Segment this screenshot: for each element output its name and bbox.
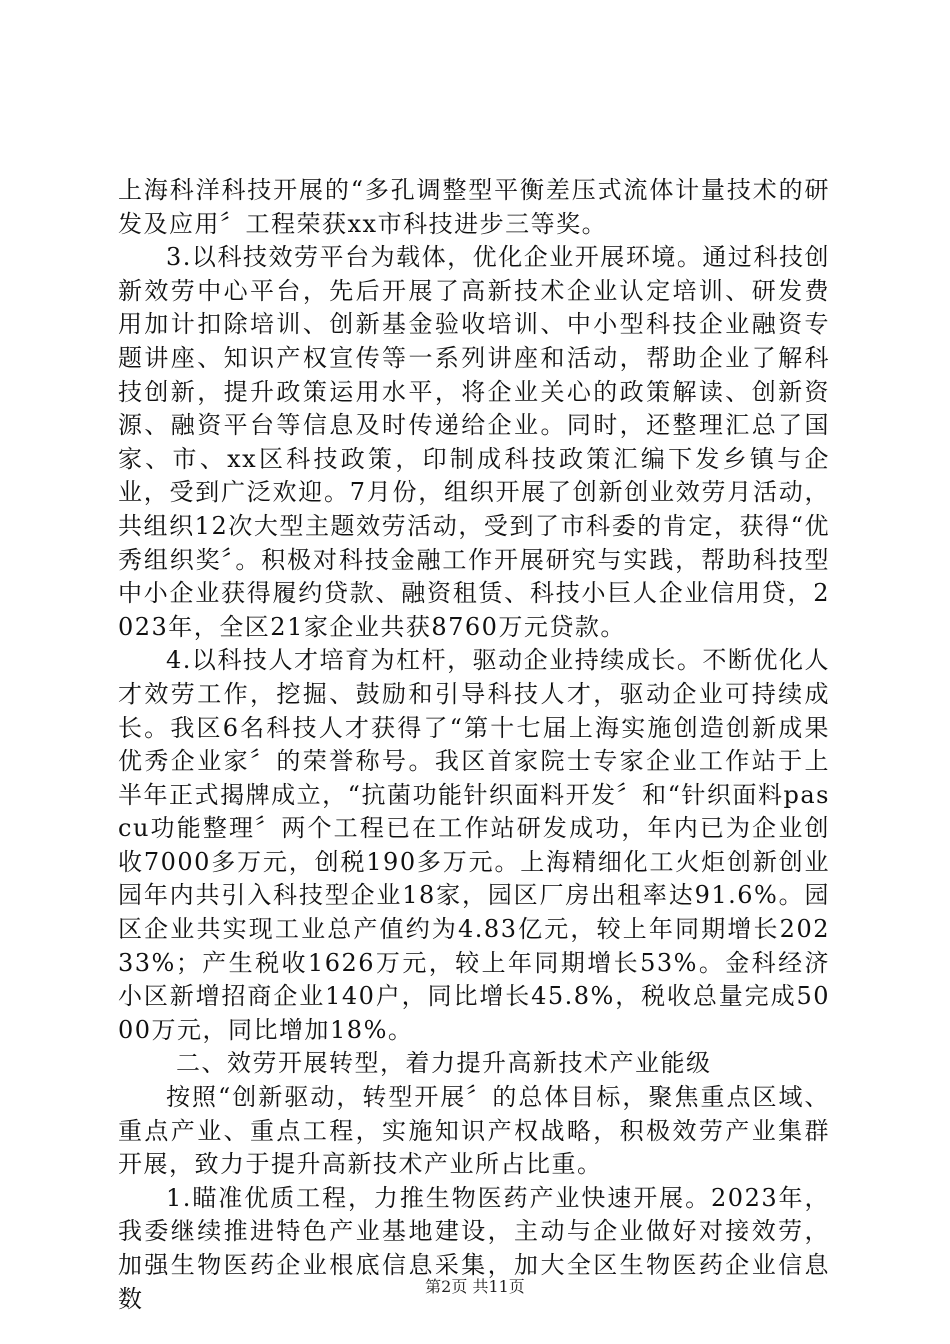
page-number-footer: 第2页 共11页 <box>425 1277 525 1296</box>
paragraph-item-3: 3.以科技效劳平台为载体，优化企业开展环境。通过科技创新效劳中心平台，先后开展了高新技术企业认定培训、研发费用加计扣除培训、创新基金验收培训、中小型科技企业融资专题讲座、知识产权宣传等一系列讲座和活动，帮助企业了解科技创新，提升政策运用水平，将企业关心的政策解读、创新资源、融资平台等信息及时传递给企业。同时，还整理汇总了国家、市、xx区科技政策，印制成科技政策汇编下发乡镇与企业，受到广泛欢迎。7月份，组织开展了创新创业效劳月活动，共组织12次大型主题效劳活动，受到了市科委的肯定，获得“优秀组织奖〞。积极对科技金融工作开展研究与实践，帮助科技型中小企业获得履约贷款、融资租赁、科技小巨人企业信用贷，2023年，全区21家企业共获8760万元贷款。 <box>118 243 830 641</box>
paragraph-item-1: 1.瞄准优质工程，力推生物医药产业快速开展。2023年，我委继续推进特色产业基地建设，主动与企业做好对接效劳，加强生物医药企业根底信息采集，加大全区生物医药企业信息数 <box>118 1183 830 1313</box>
section-heading: 二、效劳开展转型，着力提升高新技术产业能级 <box>176 1049 712 1078</box>
paragraph-item-4: 4.以科技人才培育为杠杆，驱动企业持续成长。不断优化人才效劳工作，挖掘、鼓励和引导科技人才，驱动企业可持续成长。我区6名科技人才获得了“第十七届上海实施创造创新成果优秀企业家〞的荣誉称号。我区首家院士专家企业工作站于上半年正式揭牌成立，“抗菌功能针织面料开发〞和“针织面料pascu功能整理〞两个工程已在工作站研发成功，年内已为企业创收7000多万元，创税190多万元。上海精细化工火炬创新创业园年内共引入科技型企业18家，园区厂房出租率达91.6%。园区企业共实现工业总产值约为4.83亿元，较上年同期增长20233%；产生税收1626万元，较上年同期增长53%。金科经济小区新增招商企业140户，同比增长45.8%，税收总量完成5000万元，同比增加18%。 <box>118 646 830 1044</box>
paragraph-section-intro: 按照“创新驱动，转型开展〞的总体目标，聚焦重点区域、重点产业、重点工程，实施知识产权战略，积极效劳产业集群开展，致力于提升高新技术产业所占比重。 <box>118 1083 830 1179</box>
paragraph-continuation: 上海科洋科技开展的“多孔调整型平衡差压式流体计量技术的研发及应用〞工程荣获xx市科技进步三等奖。 <box>118 176 830 238</box>
document-body <box>118 174 830 1316</box>
